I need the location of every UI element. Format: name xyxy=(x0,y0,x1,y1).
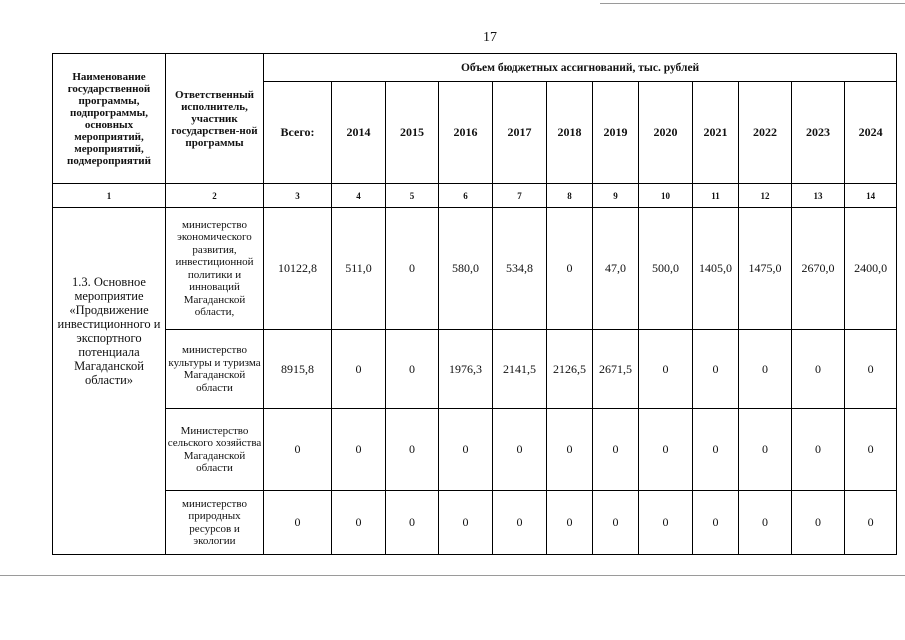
value-cell: 0 xyxy=(332,491,386,555)
value-cell: 0 xyxy=(386,491,439,555)
header-program-name: Наименование государственной программы, подпрограммы, основных мероприятий, мероприятий, подмероприятий xyxy=(53,54,166,184)
value-cell: 0 xyxy=(493,491,547,555)
value-cell: 47,0 xyxy=(593,208,639,330)
value-cell: 0 xyxy=(845,330,897,409)
value-cell: 0 xyxy=(493,409,547,491)
value-cell: 0 xyxy=(386,409,439,491)
value-cell: 0 xyxy=(593,491,639,555)
value-cell: 1976,3 xyxy=(439,330,493,409)
executor-name: Министерство сельского хозяйства Магаданской области xyxy=(166,409,264,491)
value-cell: 2400,0 xyxy=(845,208,897,330)
value-cell: 0 xyxy=(547,409,593,491)
value-cell: 0 xyxy=(845,409,897,491)
column-number: 8 xyxy=(547,184,593,208)
measure-name: 1.3. Основное мероприятие «Продвижение инвестиционного и экспортного потенциала Магаданской области» xyxy=(53,208,166,555)
column-number: 4 xyxy=(332,184,386,208)
value-cell: 0 xyxy=(332,330,386,409)
column-number: 10 xyxy=(639,184,693,208)
value-cell: 1405,0 xyxy=(693,208,739,330)
value-cell: 0 xyxy=(792,491,845,555)
header-year-2020: 2020 xyxy=(639,82,693,184)
value-cell: 580,0 xyxy=(439,208,493,330)
header-year-2018: 2018 xyxy=(547,82,593,184)
column-number: 12 xyxy=(739,184,792,208)
header-year-2023: 2023 xyxy=(792,82,845,184)
value-cell: 0 xyxy=(547,491,593,555)
value-cell: 0 xyxy=(792,409,845,491)
header-year-2014: 2014 xyxy=(332,82,386,184)
value-cell: 0 xyxy=(264,409,332,491)
value-cell: 0 xyxy=(739,491,792,555)
column-number: 7 xyxy=(493,184,547,208)
value-cell: 2670,0 xyxy=(792,208,845,330)
column-number: 3 xyxy=(264,184,332,208)
value-cell: 0 xyxy=(693,491,739,555)
value-cell: 1475,0 xyxy=(739,208,792,330)
executor-name: министерство экономического развития, инвестиционной политики и инноваций Магаданской области, xyxy=(166,208,264,330)
value-cell: 511,0 xyxy=(332,208,386,330)
value-cell: 0 xyxy=(845,491,897,555)
header-year-2024: 2024 xyxy=(845,82,897,184)
page-number: 17 xyxy=(483,30,497,45)
value-cell: 0 xyxy=(547,208,593,330)
value-cell: 2671,5 xyxy=(593,330,639,409)
column-number: 5 xyxy=(386,184,439,208)
table-row xyxy=(53,330,897,409)
header-year-2017: 2017 xyxy=(493,82,547,184)
value-cell: 0 xyxy=(593,409,639,491)
table-row xyxy=(53,208,897,330)
value-cell: 0 xyxy=(439,491,493,555)
column-number: 9 xyxy=(593,184,639,208)
value-cell: 0 xyxy=(264,491,332,555)
header-responsible-executor: Ответственный исполнитель, участник государствен-ной программы xyxy=(166,54,264,184)
value-cell: 2141,5 xyxy=(493,330,547,409)
scan-line-top xyxy=(600,3,905,4)
value-cell: 0 xyxy=(639,409,693,491)
header-year-2019: 2019 xyxy=(593,82,639,184)
value-cell: 2126,5 xyxy=(547,330,593,409)
header-total: Всего: xyxy=(264,82,332,184)
executor-name: министерство природных ресурсов и экологии xyxy=(166,491,264,555)
value-cell: 0 xyxy=(332,409,386,491)
header-year-2021: 2021 xyxy=(693,82,739,184)
value-cell: 0 xyxy=(693,330,739,409)
value-cell: 0 xyxy=(792,330,845,409)
header-budget-allocations: Объем бюджетных ассигнований, тыс. рублей xyxy=(264,54,897,82)
value-cell: 0 xyxy=(386,330,439,409)
column-number: 2 xyxy=(166,184,264,208)
column-number: 14 xyxy=(845,184,897,208)
budget-table xyxy=(52,53,897,555)
value-cell: 8915,8 xyxy=(264,330,332,409)
value-cell: 0 xyxy=(439,409,493,491)
column-number-row xyxy=(53,184,897,208)
value-cell: 0 xyxy=(693,409,739,491)
value-cell: 0 xyxy=(639,330,693,409)
header-year-2016: 2016 xyxy=(439,82,493,184)
table-row xyxy=(53,491,897,555)
value-cell: 0 xyxy=(639,491,693,555)
scan-line-bottom xyxy=(0,575,905,576)
column-number: 11 xyxy=(693,184,739,208)
header-row-top xyxy=(53,54,897,82)
table-row xyxy=(53,409,897,491)
header-year-2015: 2015 xyxy=(386,82,439,184)
executor-name: министерство культуры и туризма Магаданской области xyxy=(166,330,264,409)
value-cell: 10122,8 xyxy=(264,208,332,330)
column-number: 1 xyxy=(53,184,166,208)
value-cell: 0 xyxy=(739,409,792,491)
column-number: 13 xyxy=(792,184,845,208)
value-cell: 534,8 xyxy=(493,208,547,330)
column-number: 6 xyxy=(439,184,493,208)
value-cell: 0 xyxy=(739,330,792,409)
header-year-2022: 2022 xyxy=(739,82,792,184)
value-cell: 0 xyxy=(386,208,439,330)
value-cell: 500,0 xyxy=(639,208,693,330)
